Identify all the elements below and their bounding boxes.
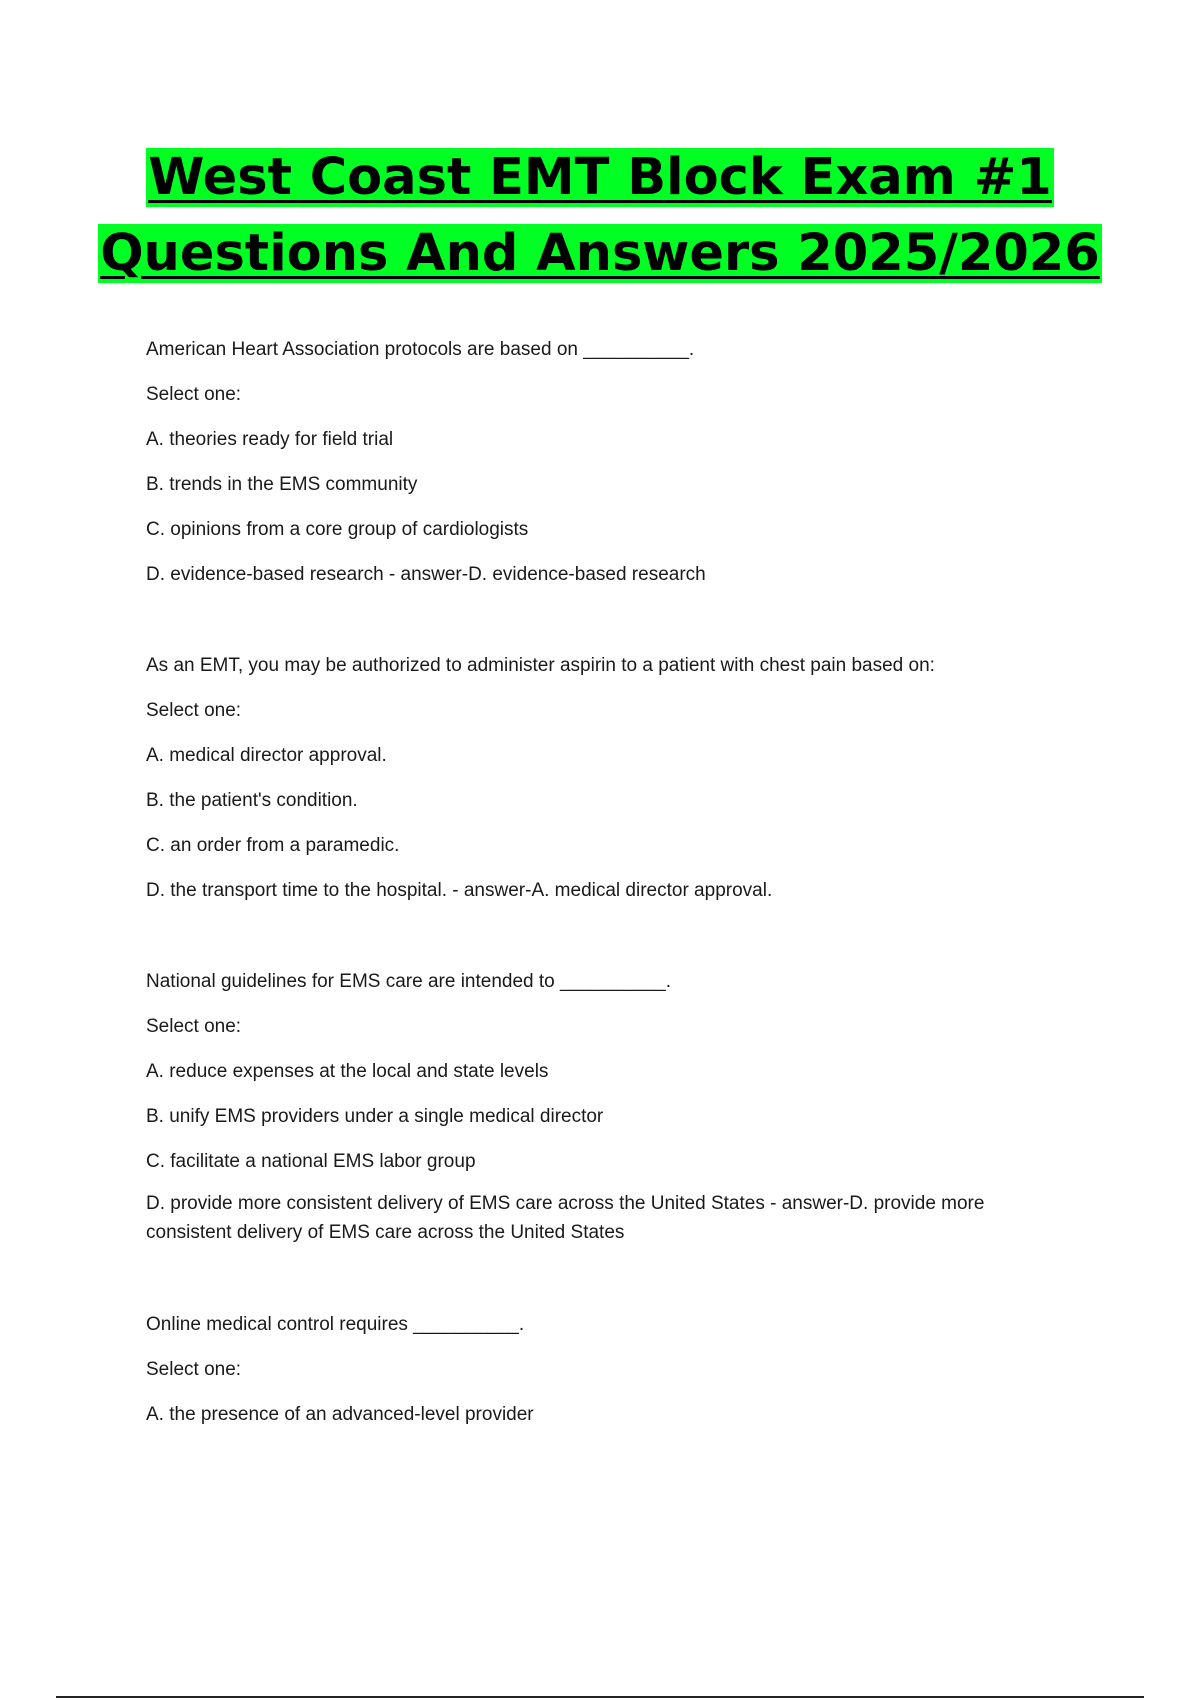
question-block xyxy=(146,970,1066,1247)
question-block xyxy=(146,338,1066,586)
question-prompt: Online medical control requires __________. xyxy=(146,1314,525,1335)
question-block xyxy=(146,1313,1066,1426)
select-one-label: Select one: xyxy=(146,1359,242,1380)
answer-option: C. facilitate a national EMS labor group xyxy=(146,1151,476,1172)
answer-option: A. reduce expenses at the local and state levels xyxy=(146,1061,549,1082)
answer-option: B. trends in the EMS community xyxy=(146,474,418,495)
page-bottom-rule xyxy=(56,1696,1144,1698)
answer-option: C. opinions from a core group of cardiologists xyxy=(146,519,529,540)
question-prompt: As an EMT, you may be authorized to administer aspirin to a patient with chest pain based on: xyxy=(146,655,935,676)
answer-option-with-answer: D. provide more consistent delivery of EMS care across the United States - answer-D. provide more consistent delivery of EMS care across the United States xyxy=(146,1193,985,1243)
answer-option: A. the presence of an advanced-level provider xyxy=(146,1404,534,1425)
answer-option: B. unify EMS providers under a single medical director xyxy=(146,1106,604,1127)
question-list xyxy=(146,338,1066,1470)
question-prompt: National guidelines for EMS care are intended to __________. xyxy=(146,971,671,992)
answer-option: A. medical director approval. xyxy=(146,745,387,766)
answer-option: A. theories ready for field trial xyxy=(146,429,394,450)
question-block xyxy=(146,654,1066,902)
select-one-label: Select one: xyxy=(146,384,242,405)
answer-option: C. an order from a paramedic. xyxy=(146,835,400,856)
title-line-1: West Coast EMT Block Exam #1 xyxy=(148,148,1052,207)
select-one-label: Select one: xyxy=(146,700,242,721)
answer-option-with-answer: D. the transport time to the hospital. - answer-A. medical director approval. xyxy=(146,880,773,901)
question-prompt: American Heart Association protocols are based on __________. xyxy=(146,339,695,360)
select-one-label: Select one: xyxy=(146,1016,242,1037)
answer-option: B. the patient's condition. xyxy=(146,790,358,811)
answer-option-with-answer: D. evidence-based research - answer-D. evidence-based research xyxy=(146,564,706,585)
document-title xyxy=(0,140,1200,292)
title-line-2: Questions And Answers 2025/2026 xyxy=(100,224,1100,283)
